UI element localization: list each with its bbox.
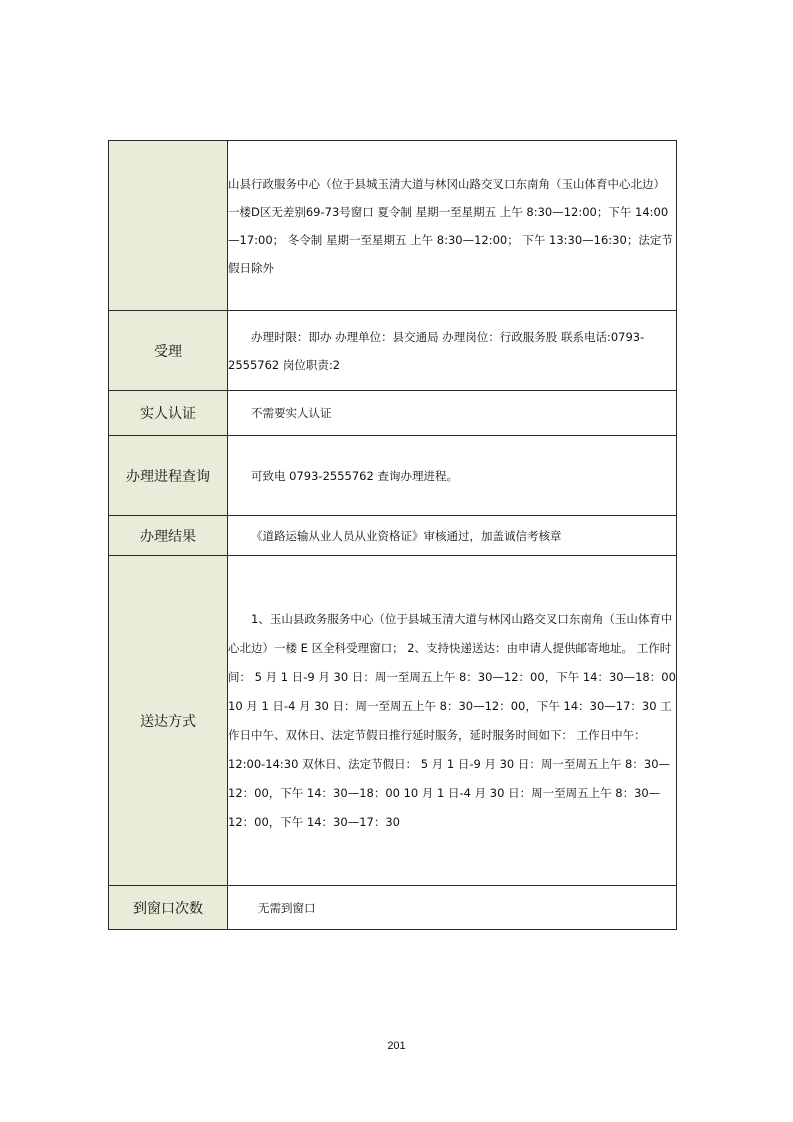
table-row bbox=[109, 436, 677, 516]
row-label-identity-verification: 实人认证 bbox=[109, 391, 228, 436]
table-row bbox=[109, 516, 677, 556]
progress-query-cell: 可致电 0793-2555762 查询办理进程。 bbox=[228, 436, 677, 516]
result-cell: 《道路运输从业人员从业资格证》审核通过，加盖诚信考核章 bbox=[228, 516, 677, 556]
identity-verification-cell: 不需要实人认证 bbox=[228, 391, 677, 436]
delivery-method-cell: 1、玉山县政务服务中心（位于县城玉清大道与林冈山路交叉口东南角（玉山体育中心北边）一楼 E 区全科受理窗口； 2、支持快递送达：由申请人提供邮寄地址。 工作时间： 5 月 1 日-9 月 30 日：周一至周五上午 8：30—12：00，下午 14：30—18：00 10 月 1 日-4 月 30 日：周一至周五上午 8：30—12：00，下午 14：30—17：30 工作日中午、双休日、法定节假日推行延时服务，延时服务时间如下： 工作日中午：12:00-14:30 双休日、法定节假日： 5 月 1 日-9 月 30 日：周一至周五上午 8：30—12：00，下午 14：30—18：00 10 月 1 日-4 月 30 日：周一至周五上午 8：30—12：00，下午 14：30—17：30 bbox=[228, 556, 677, 886]
table-row bbox=[109, 141, 677, 311]
row-label-result: 办理结果 bbox=[109, 516, 228, 556]
row-label-accept: 受理 bbox=[109, 311, 228, 391]
row-label-window-visits: 到窗口次数 bbox=[109, 886, 228, 930]
table-row bbox=[109, 311, 677, 391]
row-label-delivery-method: 送达方式 bbox=[109, 556, 228, 886]
page-number: 201 bbox=[387, 1040, 406, 1052]
accept-info-cell: 办理时限：即办 办理单位：县交通局 办理岗位：行政服务股 联系电话:0793-2555762 岗位职责:2 bbox=[228, 311, 677, 391]
table-row bbox=[109, 556, 677, 886]
row-label-progress-query: 办理进程查询 bbox=[109, 436, 228, 516]
office-hours-cell: 山县行政服务中心（位于县城玉清大道与林冈山路交叉口东南角（玉山体育中心北边）一楼D区无差别69-73号窗口 夏令制 星期一至星期五 上午 8:30—12:00；下午 14:00—17:00； 冬令制 星期一至星期五 上午 8:30—12:00； 下午 13:30—16:30；法定节假日除外 bbox=[228, 141, 677, 311]
window-visits-cell: 无需到窗口 bbox=[228, 886, 677, 930]
row-label-empty bbox=[109, 141, 228, 311]
table-row bbox=[109, 391, 677, 436]
table-row bbox=[109, 886, 677, 930]
service-info-table bbox=[108, 140, 677, 930]
